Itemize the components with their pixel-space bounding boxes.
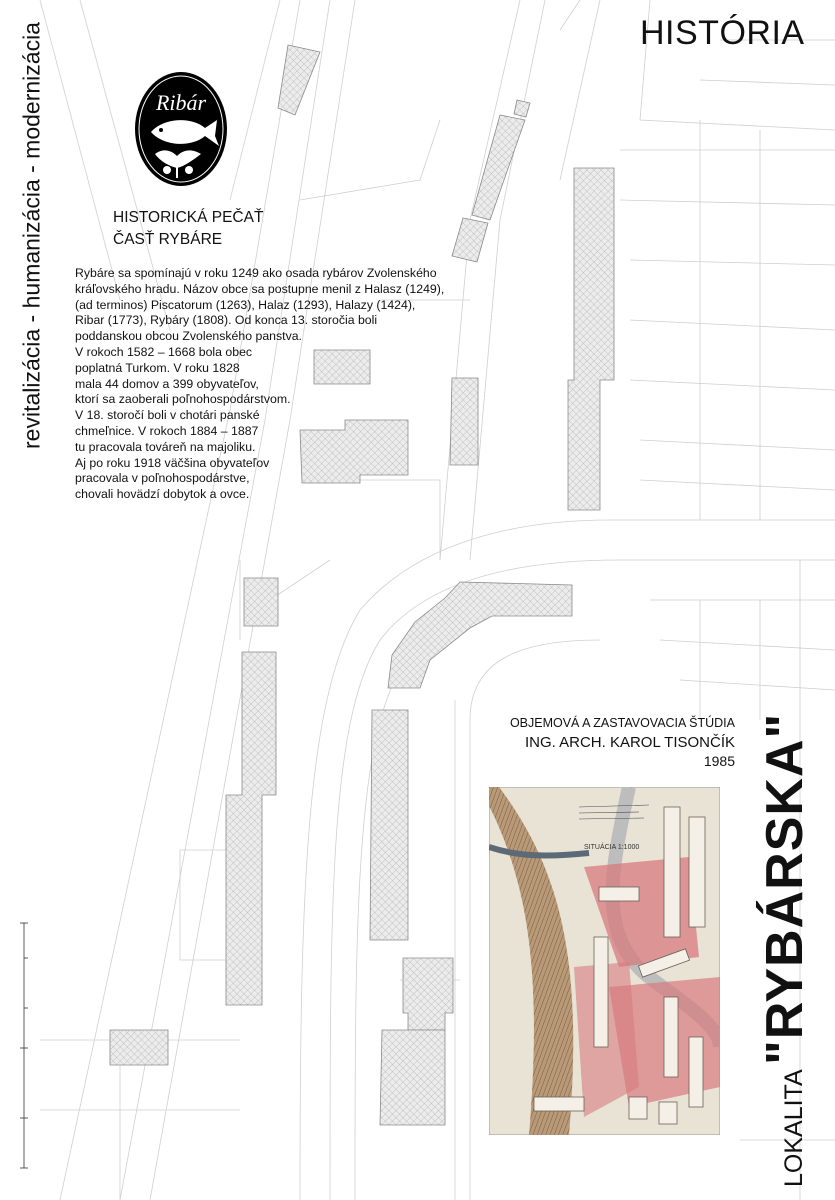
study-author: ING. ARCH. KAROL TISONČÍK [524,734,735,751]
scale-bar [14,918,38,1173]
history-line: tu pracovala továreň na majoliku. [75,439,256,454]
history-line: pracovala v poľnohospodárstve, [75,471,250,486]
history-line: V 18. storočí boli v chotári panské [75,408,260,423]
location-prefix: LOKALITA [780,1069,808,1187]
study-year: 1985 [703,753,735,769]
vertical-tagline: revitalizácia - humanizácia - modernizácia [18,22,45,449]
seal-caption-line1: HISTORICKÁ PEČAŤ [113,209,264,226]
history-line: ktorí sa zaoberali poľnohospodárstvom. [75,392,291,407]
history-line: kráľovského hradu. Názov obce sa postupne menil z Halasz (1249), [75,281,445,296]
seal-caption-line2: ČASŤ RYBÁRE [113,231,223,248]
building-long-west [226,652,276,1005]
history-text [75,266,444,503]
building-diagonal [472,115,525,220]
page-title: HISTÓRIA [640,14,805,52]
building-long-east [568,168,614,510]
seal-logo-text: Ribár [155,90,207,115]
history-line: chmeľnice. V rokoch 1884 – 1887 [75,423,259,438]
historic-seal-logo [133,70,229,188]
study-caption [440,714,735,771]
seal-caption [113,207,263,251]
location-label [755,712,825,1187]
history-line: Aj po roku 1918 väčšina obyvateľov [75,455,270,470]
photo-scale-note: SITUÁCIA 1:1000 [584,844,640,851]
history-line: mala 44 domov a 399 obyvateľov, [75,376,259,391]
history-line: poddanskou obcou Zvolenského panstva. [75,329,302,344]
history-line: Ribar (1773), Rybáry (1808). Od konca 13. storočia boli [75,313,378,328]
location-name: "RYBÁRSKA" [756,712,814,1065]
building-curved [388,582,572,688]
study-photo [489,787,720,1135]
history-line: V rokoch 1582 – 1668 bola obec [75,344,253,359]
history-line: Rybáre sa spomínajú v roku 1249 ako osada rybárov Zvolenského [75,266,437,280]
history-line: poplatná Turkom. V roku 1828 [75,360,240,375]
study-title: OBJEMOVÁ A ZASTAVOVACIA ŠTÚDIA [509,716,735,730]
history-line: chovali hovädzí dobytok a ovce. [75,487,250,502]
history-line: (ad terminos) Piscatorum (1263), Halaz (1293), Halazy (1424), [75,297,416,312]
